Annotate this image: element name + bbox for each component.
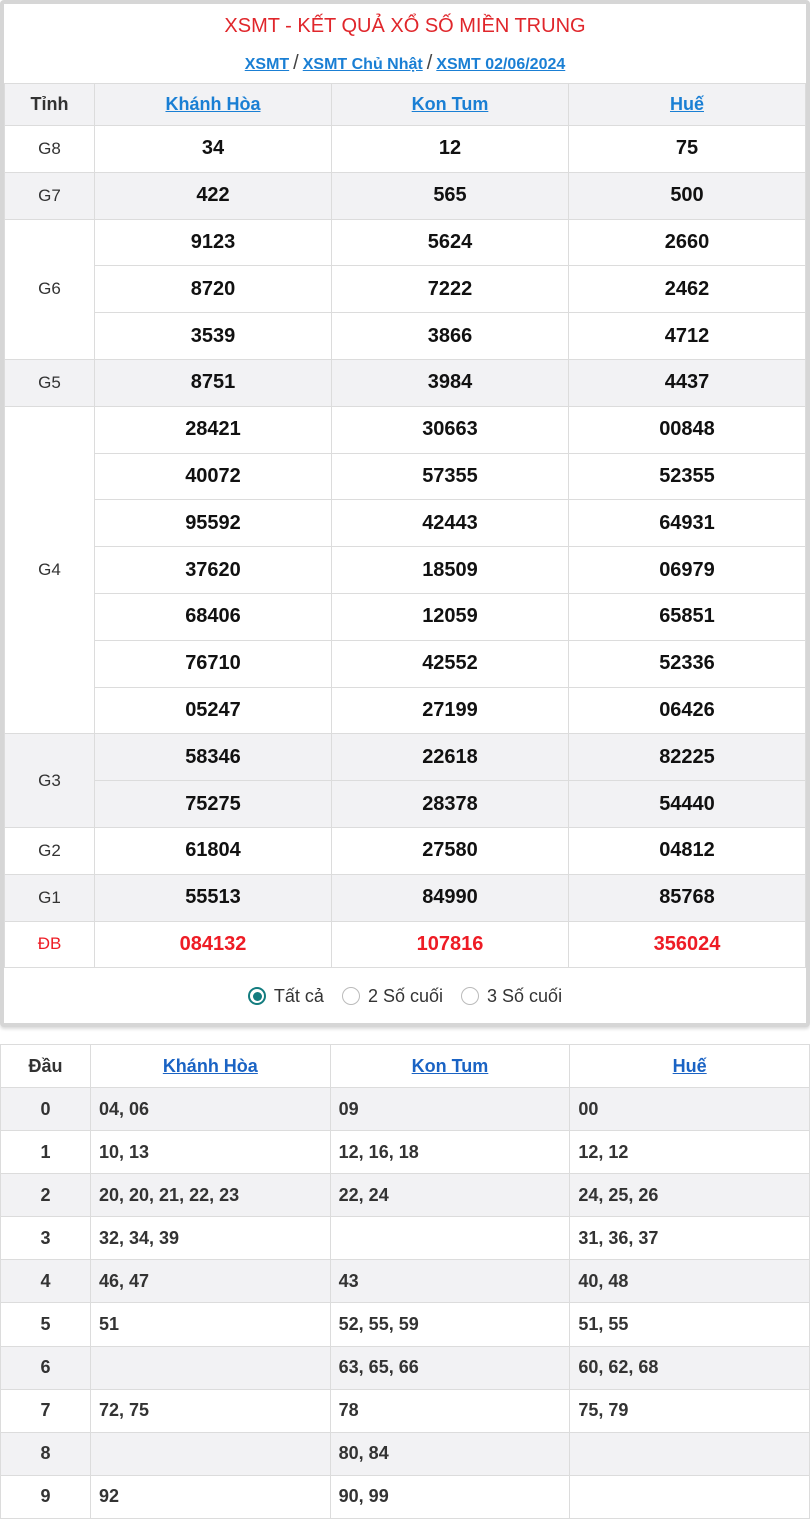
column-header — [332, 84, 569, 126]
loto-row — [1, 1303, 810, 1346]
filter-label: 2 Số cuối — [367, 985, 444, 1006]
prize-row-g4 — [5, 453, 806, 500]
prize-row-g4 — [5, 500, 806, 547]
prize-number: 57355 — [332, 453, 569, 500]
loto-head-digit: 0 — [1, 1088, 91, 1131]
prize-row-g8 — [5, 126, 806, 173]
loto-row — [1, 1389, 810, 1432]
loto-values: 09 — [330, 1088, 570, 1131]
loto-row — [1, 1475, 810, 1518]
results-table — [4, 83, 806, 968]
prize-row-g7 — [5, 172, 806, 219]
prize-number: 84990 — [332, 874, 569, 921]
loto-values: 04, 06 — [91, 1088, 331, 1131]
filter-label: Tất cả — [273, 985, 324, 1006]
loto-values: 24, 25, 26 — [570, 1174, 810, 1217]
prize-number: 3866 — [332, 313, 569, 360]
loto-values: 63, 65, 66 — [330, 1346, 570, 1389]
prize-label: G3 — [5, 734, 95, 828]
prize-number: 28421 — [95, 406, 332, 453]
loto-row — [1, 1174, 810, 1217]
column-header-province: Tỉnh — [5, 84, 95, 126]
breadcrumb-separator: / — [293, 52, 299, 74]
loto-values: 12, 12 — [570, 1131, 810, 1174]
prize-number: 356024 — [569, 921, 806, 968]
loto-head-digit: 8 — [1, 1432, 91, 1475]
loto-head-digit: 4 — [1, 1260, 91, 1303]
prize-number: 27199 — [332, 687, 569, 734]
prize-number: 2462 — [569, 266, 806, 313]
prize-number: 00848 — [569, 406, 806, 453]
prize-row-g3 — [5, 781, 806, 828]
prize-label: ĐB — [5, 921, 95, 968]
prize-number: 65851 — [569, 593, 806, 640]
province-link-kon-tum[interactable]: Kon Tum — [411, 94, 489, 114]
prize-number: 68406 — [95, 593, 332, 640]
column-header — [570, 1045, 810, 1088]
prize-number: 8751 — [95, 359, 332, 406]
prize-row-g4 — [5, 406, 806, 453]
loto-link-hue[interactable]: Huế — [672, 1055, 707, 1076]
prize-number: 58346 — [95, 734, 332, 781]
prize-row-g6 — [5, 313, 806, 360]
prize-number: 107816 — [332, 921, 569, 968]
loto-row — [1, 1260, 810, 1303]
prize-row-đb — [5, 921, 806, 968]
prize-number: 5624 — [332, 219, 569, 266]
loto-head-digit: 7 — [1, 1389, 91, 1432]
prize-label: G1 — [5, 874, 95, 921]
prize-number: 4437 — [569, 359, 806, 406]
prize-number: 05247 — [95, 687, 332, 734]
loto-row — [1, 1088, 810, 1131]
prize-row-g4 — [5, 687, 806, 734]
prize-label: G8 — [5, 126, 95, 173]
loto-values: 72, 75 — [91, 1389, 331, 1432]
loto-values — [91, 1432, 331, 1475]
prize-label: G7 — [5, 172, 95, 219]
loto-values — [330, 1217, 570, 1260]
breadcrumb-separator: / — [426, 52, 433, 74]
province-link-hue[interactable]: Huế — [669, 94, 704, 114]
column-header — [569, 84, 806, 126]
column-header — [91, 1045, 331, 1088]
breadcrumb — [4, 46, 806, 83]
loto-values: 51, 55 — [570, 1303, 810, 1346]
prize-row-g1 — [5, 874, 806, 921]
loto-head-digit: 3 — [1, 1217, 91, 1260]
prize-number: 7222 — [332, 266, 569, 313]
prize-number: 27580 — [332, 827, 569, 874]
prize-row-g5 — [5, 359, 806, 406]
loto-head-digit: 2 — [1, 1174, 91, 1217]
loto-row — [1, 1346, 810, 1389]
column-header — [95, 84, 332, 126]
province-link-khanh-hoa[interactable]: Khánh Hòa — [165, 94, 261, 114]
prize-label: G4 — [5, 406, 95, 734]
prize-number: 8720 — [95, 266, 332, 313]
loto-values: 40, 48 — [570, 1260, 810, 1303]
prize-number: 75 — [569, 126, 806, 173]
prize-number: 06426 — [569, 687, 806, 734]
prize-number: 22618 — [332, 734, 569, 781]
loto-values: 51 — [91, 1303, 331, 1346]
column-header-head: Đầu — [1, 1045, 91, 1088]
loto-row — [1, 1217, 810, 1260]
loto-values: 43 — [330, 1260, 570, 1303]
prize-number: 95592 — [95, 500, 332, 547]
prize-label: G2 — [5, 827, 95, 874]
prize-number: 54440 — [569, 781, 806, 828]
radio-unchecked-icon[interactable] — [461, 987, 479, 1005]
prize-number: 4712 — [569, 313, 806, 360]
loto-values: 12, 16, 18 — [330, 1131, 570, 1174]
prize-row-g4 — [5, 547, 806, 594]
prize-number: 75275 — [95, 781, 332, 828]
prize-number: 3984 — [332, 359, 569, 406]
prize-number: 55513 — [95, 874, 332, 921]
loto-values: 22, 24 — [330, 1174, 570, 1217]
prize-label: G6 — [5, 219, 95, 359]
loto-values: 52, 55, 59 — [330, 1303, 570, 1346]
breadcrumb-xsmt[interactable]: XSMT — [244, 56, 290, 73]
loto-values: 46, 47 — [91, 1260, 331, 1303]
loto-values — [570, 1432, 810, 1475]
prize-number: 82225 — [569, 734, 806, 781]
loto-values: 92 — [91, 1475, 331, 1518]
loto-values: 20, 20, 21, 22, 23 — [91, 1174, 331, 1217]
prize-number: 422 — [95, 172, 332, 219]
prize-number: 37620 — [95, 547, 332, 594]
loto-values: 80, 84 — [330, 1432, 570, 1475]
loto-link-khanh-hoa[interactable]: Khánh Hòa — [162, 1055, 258, 1076]
filter-label: 3 Số cuối — [487, 985, 563, 1006]
page-title: XSMT - KẾT QUẢ XỔ SỐ MIỀN TRUNG — [224, 15, 586, 37]
loto-head-digit: 5 — [1, 1303, 91, 1346]
prize-number: 85768 — [569, 874, 806, 921]
prize-number: 40072 — [95, 453, 332, 500]
prize-number: 500 — [569, 172, 806, 219]
prize-row-g6 — [5, 219, 806, 266]
prize-number: 2660 — [569, 219, 806, 266]
prize-number: 084132 — [95, 921, 332, 968]
breadcrumb-sunday[interactable]: XSMT Chủ Nhật — [302, 56, 423, 73]
radio-unchecked-icon[interactable] — [342, 987, 360, 1005]
prize-number: 52336 — [569, 640, 806, 687]
filter-last-2[interactable] — [342, 986, 443, 1007]
prize-number: 34 — [95, 126, 332, 173]
prize-number: 04812 — [569, 827, 806, 874]
breadcrumb-date[interactable]: XSMT 02/06/2024 — [436, 56, 566, 73]
loto-values: 75, 79 — [570, 1389, 810, 1432]
prize-number: 42552 — [332, 640, 569, 687]
loto-row — [1, 1432, 810, 1475]
loto-row — [1, 1131, 810, 1174]
prize-row-g4 — [5, 640, 806, 687]
loto-head-digit: 6 — [1, 1346, 91, 1389]
prize-number: 64931 — [569, 500, 806, 547]
loto-values: 60, 62, 68 — [570, 1346, 810, 1389]
prize-number: 565 — [332, 172, 569, 219]
prize-number: 52355 — [569, 453, 806, 500]
prize-number: 28378 — [332, 781, 569, 828]
prize-row-g2 — [5, 827, 806, 874]
loto-values: 32, 34, 39 — [91, 1217, 331, 1260]
loto-head-table — [0, 1044, 810, 1519]
prize-number: 18509 — [332, 547, 569, 594]
loto-values: 10, 13 — [91, 1131, 331, 1174]
filter-all[interactable] — [248, 986, 324, 1007]
loto-values: 90, 99 — [330, 1475, 570, 1518]
prize-row-g6 — [5, 266, 806, 313]
loto-values: 31, 36, 37 — [570, 1217, 810, 1260]
loto-values: 00 — [570, 1088, 810, 1131]
prize-number: 3539 — [95, 313, 332, 360]
prize-number: 06979 — [569, 547, 806, 594]
prize-number: 30663 — [332, 406, 569, 453]
prize-number: 12 — [332, 126, 569, 173]
loto-head-digit: 1 — [1, 1131, 91, 1174]
loto-head-digit: 9 — [1, 1475, 91, 1518]
radio-checked-icon[interactable] — [248, 987, 266, 1005]
prize-number: 61804 — [95, 827, 332, 874]
filter-last-3[interactable] — [461, 986, 562, 1007]
prize-row-g3 — [5, 734, 806, 781]
prize-number: 12059 — [332, 593, 569, 640]
loto-values: 78 — [330, 1389, 570, 1432]
column-header — [330, 1045, 570, 1088]
prize-number: 42443 — [332, 500, 569, 547]
prize-number: 9123 — [95, 219, 332, 266]
loto-values — [570, 1475, 810, 1518]
prize-number: 76710 — [95, 640, 332, 687]
prize-row-g4 — [5, 593, 806, 640]
loto-link-kon-tum[interactable]: Kon Tum — [411, 1055, 489, 1076]
digit-filter — [4, 968, 806, 1024]
prize-label: G5 — [5, 359, 95, 406]
loto-values — [91, 1346, 331, 1389]
